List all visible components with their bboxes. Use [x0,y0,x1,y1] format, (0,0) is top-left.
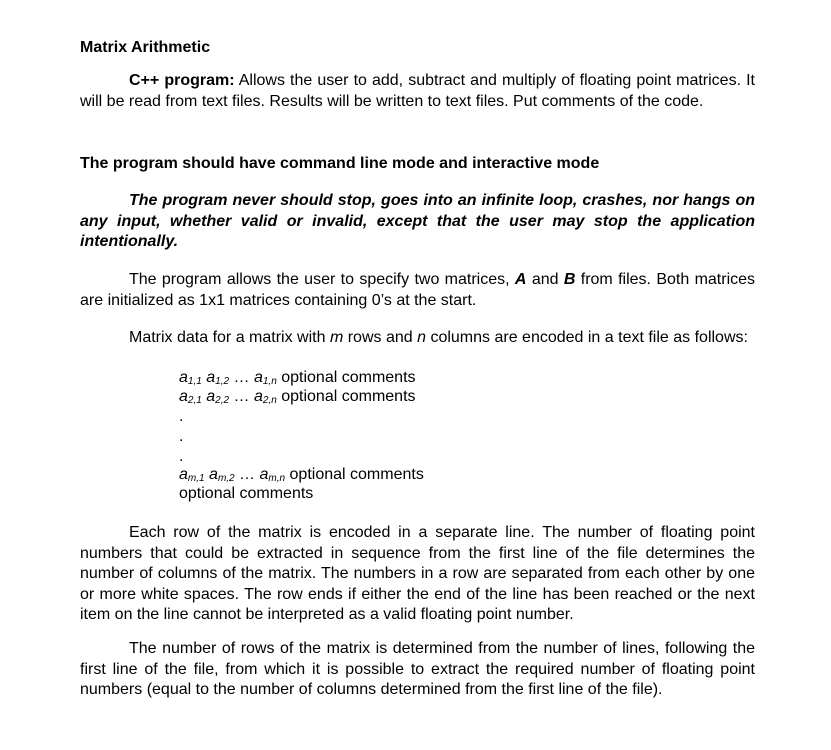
rows-text: Each row of the matrix is encoded in a separate line. The number of floating point numbers that could be extracted in sequence from the first line of the file determines the number of columns of the matrix. The numbers in a row are separated from each other by one or more white spaces. The row ends if either the end of the line has been reached or the next item on the line cannot be interpreted as a valid floating point number. [80,524,755,623]
modes-heading: The program should have command line mode and interactive mode [80,155,600,172]
format-text-1: Matrix data for a matrix with [129,329,330,346]
format-description [129,328,755,348]
robustness-text: The program never should stop, goes into an infinite loop, crashes, nor hangs on any input, whether valid or invalid, except that the user may stop the application intentionally. [80,192,755,250]
matrix-b-label: B [563,271,576,288]
format-text-3: columns are encoded in a text file as follows: [426,329,748,346]
spec-text-1: The program allows the user to specify two matrices, [129,271,515,288]
ellipsis-dot: . [179,428,184,445]
format-m: m [329,329,344,346]
format-n: n [417,329,426,346]
spec-text-2: and [526,271,564,288]
intro-text: Allows the user to add, subtract and multiply of floating point matrices. It will be read from text files. Results will be written to text files. Put comments of the code. [80,72,755,110]
intro-paragraph [80,71,755,112]
count-paragraph [80,639,755,701]
matrix-a-label: A [514,271,527,288]
example-row-1: $a_{1,1}$ $a_{1,2}$ … $a_{1,n}$ optional comments [179,369,416,387]
spec-text-3: from files. Both matrices are initialized as 1x1 matrices containing 0’s at the start. [80,271,756,309]
intro-lead: C++ program: [129,72,235,89]
rows-paragraph [80,523,755,626]
ellipsis-dot: . [179,408,184,425]
count-text: The number of rows of the matrix is determined from the number of lines, following the first line of the file, from which it is possible to extract the required number of floating point numbers (equal to the number of columns determined from the first line of the file). [80,640,755,698]
document-title: Matrix Arithmetic [80,39,211,56]
ellipsis-dot: . [179,448,184,465]
example-trailing-comment: optional comments [179,485,314,502]
spec-paragraph [80,270,755,311]
format-text-2: rows and [343,329,418,346]
robustness-paragraph [80,191,755,253]
example-row-m: $a_{m,1}$ $a_{m,2}$ … $a_{m,n}$ optional comments [179,466,424,484]
example-row-2: $a_{2,1}$ $a_{2,2}$ … $a_{2,n}$ optional comments [179,388,416,406]
